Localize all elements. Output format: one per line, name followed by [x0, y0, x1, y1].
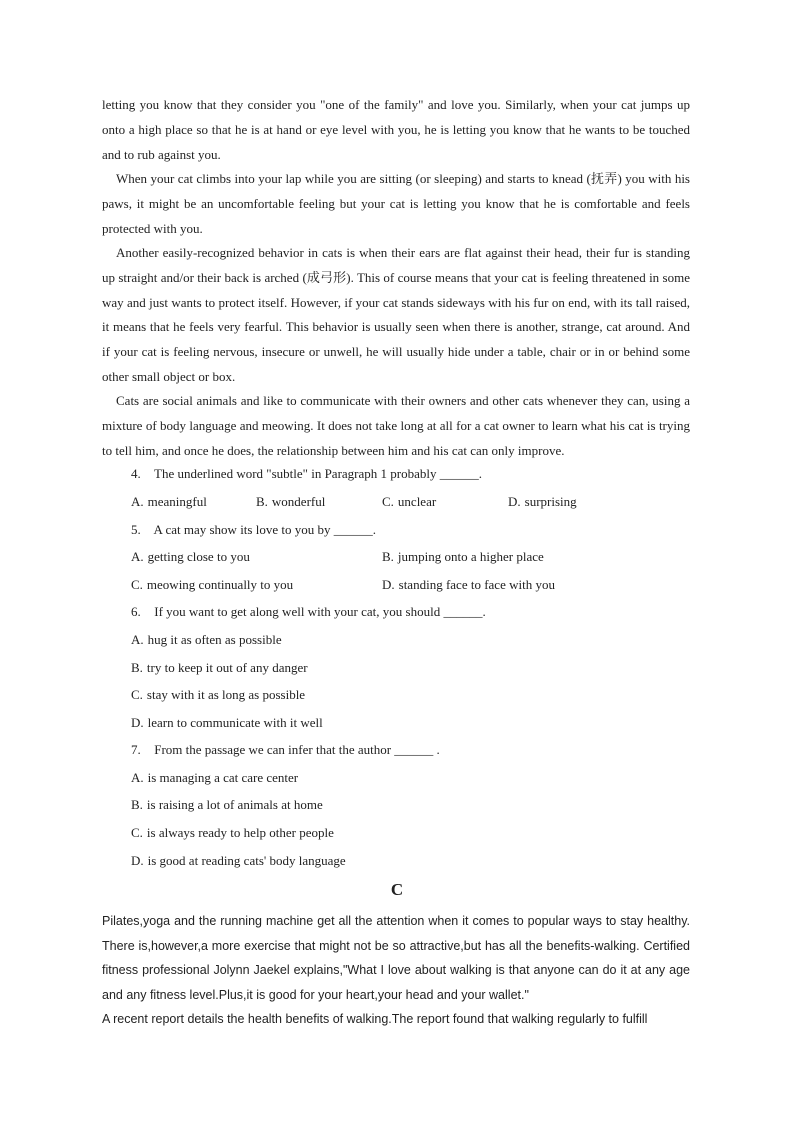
passage-b-paragraph-3: Another easily-recognized behavior in cats is when their ears are flat against their head, their fur is standing up straight and/or their back is arched (成弓形). This of course means that your cat is feeling threatened in some way and just wants to protect itself. However, if your cat stands sideways with his fur on end, with its tall raised, it means that he feels very fearful. This behavior is usually seen when there is another, strange, cat around. And if your cat is feeling nervous, insecure or unwell, he will usually hide under a table, chair or in or behind some other small object or box.: [102, 245, 690, 384]
question-stem: From the passage we can infer that the author ______ .: [154, 742, 440, 757]
question-5-option-b[interactable]: B. jumping onto a higher place: [382, 549, 544, 564]
passage-c-paragraph-2: A recent report details the health benefits of walking.The report found that walking regularly to fulfill: [102, 1012, 648, 1026]
section-title-c: C: [390, 880, 404, 899]
question-stem: The underlined word "subtle" in Paragraph 1 probably ______.: [154, 466, 482, 481]
question-4: [131, 464, 691, 484]
question-5: [131, 520, 691, 540]
question-number: 7.: [131, 742, 141, 757]
passage-b-paragraph-1-continued: letting you know that they consider you "one of the family" and love you. Similarly, when your cat jumps up onto a high place so that he is at hand or eye level with you, he is letting you know that he wants to be touched and to rub against you.: [102, 97, 690, 162]
question-7-option-a[interactable]: A. is managing a cat care center: [131, 770, 299, 785]
passage-b-paragraph-4: Cats are social animals and like to communicate with their owners and other cats whenever they can, using a mixture of body language and meowing. It does not take long at all for a cat owner to learn what his cat is trying to tell him, and once he does, the relationship between him and his cat can only improve.: [102, 393, 690, 458]
question-7-option-c[interactable]: C. is always ready to help other people: [131, 825, 334, 840]
question-4-option-a[interactable]: A. meaningful: [131, 494, 207, 509]
question-4-option-c[interactable]: C. unclear: [382, 494, 437, 509]
question-7: [131, 740, 691, 760]
question-6-option-a[interactable]: A. hug it as often as possible: [131, 632, 282, 647]
question-6: [131, 602, 691, 622]
question-stem: A cat may show its love to you by ______.: [153, 522, 376, 537]
question-number: 4.: [131, 466, 141, 481]
question-5-option-c[interactable]: C. meowing continually to you: [131, 577, 294, 592]
question-number: 6.: [131, 604, 141, 619]
passage-b-paragraph-2: When your cat climbs into your lap while you are sitting (or sleeping) and starts to knead (抚弄) you with his paws, it might be an uncomfortable feeling but your cat is letting you know that he is comfortable and feels protected with you.: [102, 171, 690, 236]
question-number: 5.: [131, 522, 141, 537]
question-5-option-d[interactable]: D. standing face to face with you: [382, 577, 555, 592]
question-7-option-d[interactable]: D. is good at reading cats' body language: [131, 853, 346, 868]
question-4-option-b[interactable]: B. wonderful: [256, 494, 326, 509]
question-stem: If you want to get along well with your cat, you should ______.: [154, 604, 486, 619]
question-6-option-c[interactable]: C. stay with it as long as possible: [131, 687, 306, 702]
question-6-option-b[interactable]: B. try to keep it out of any danger: [131, 660, 308, 675]
question-7-option-b[interactable]: B. is raising a lot of animals at home: [131, 797, 323, 812]
question-6-option-d[interactable]: D. learn to communicate with it well: [131, 715, 323, 730]
question-4-option-d[interactable]: D. surprising: [508, 494, 577, 509]
question-5-option-a[interactable]: A. getting close to you: [131, 549, 250, 564]
passage-c-paragraph-1: Pilates,yoga and the running machine get all the attention when it comes to popular ways to stay healthy. There is,however,a more exercise that might not be so attractive,but has all the benefits-walking. Certified fitness professional Jolynn Jaekel explains,"What I love about walking is that anyone can do it at any age and any fitness level.Plus,it is good for your heart,your head and your wallet.": [102, 914, 690, 1002]
